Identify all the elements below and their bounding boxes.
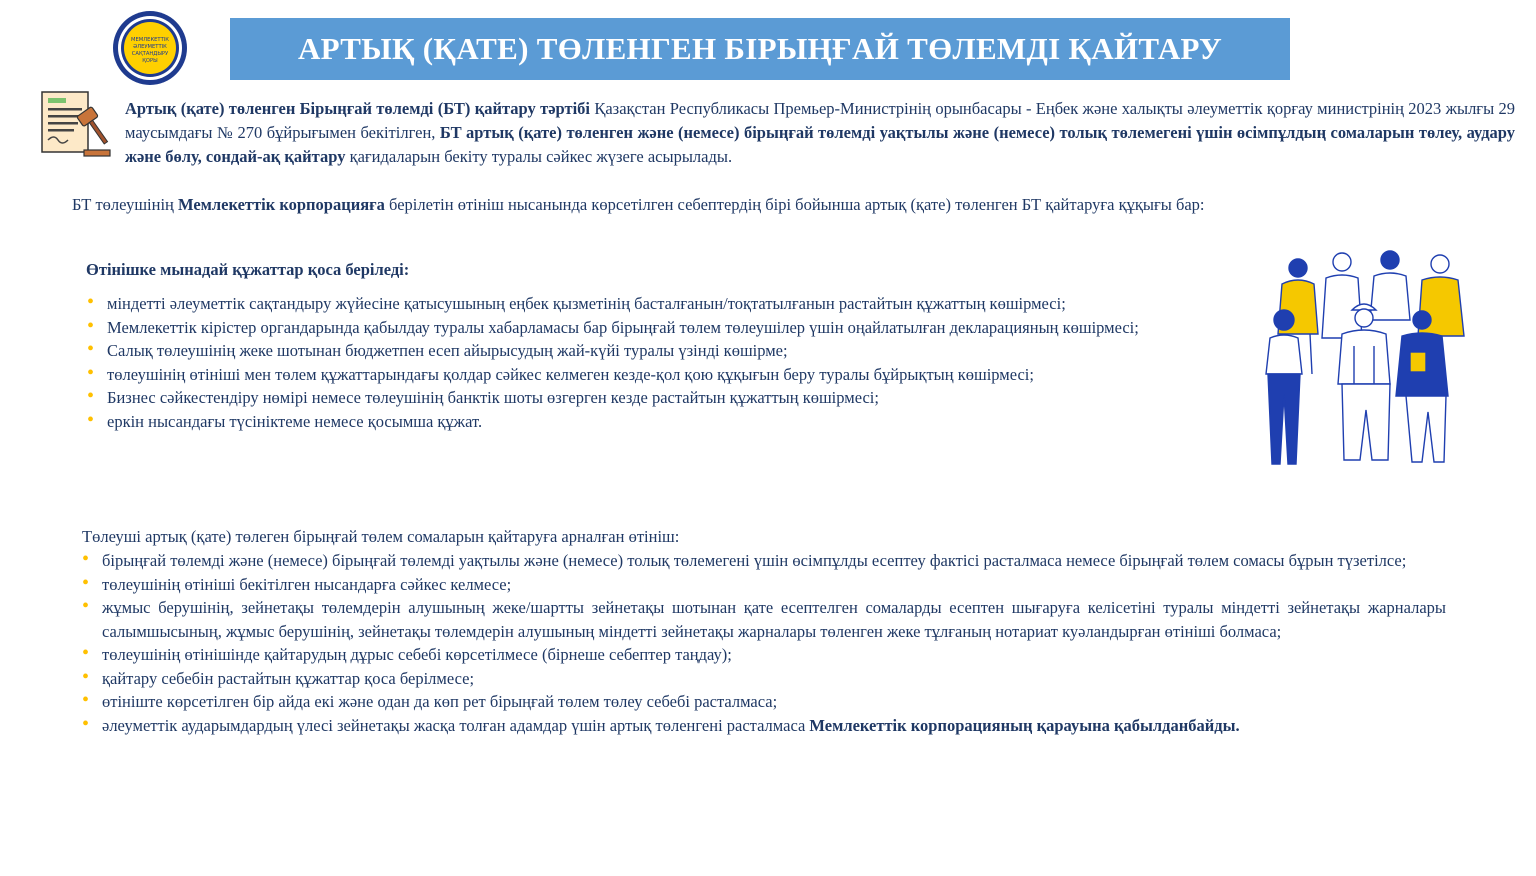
intro-bold-2: БТ артық (қате) төленген және (немесе) бірыңғай төлемді уақтылы және (немесе) толық төлемегені үшін өсімпұлдың сомаларын төлеу, аудару және бөлу, сондай-ақ қайтару bbox=[125, 123, 1516, 166]
list-item: • өтініште көрсетілген бір айда екі және одан да көп рет бірыңғай төлем төлеу себебі расталмаса; bbox=[82, 690, 1446, 714]
intro-bold-1: Артық (қате) төленген Бірыңғай төлемді (БТ) қайтару тәртібі bbox=[125, 99, 591, 118]
list-item: • төлеушінің өтініші бекітілген нысандарға сәйкес келмесе; bbox=[82, 573, 1446, 597]
intro-paragraph bbox=[125, 97, 1515, 169]
right-text-2: берілетін өтініш нысанында көрсетілген себептердің бірі бойынша артық (қате) төленген БТ қайтаруға құқығы бар: bbox=[384, 195, 1205, 214]
documents-heading: Өтінішке мынадай құжаттар қоса беріледі: bbox=[86, 260, 410, 279]
logo-text-line4: ҚОРЫ bbox=[142, 58, 158, 64]
intro-text-1: Қазақстан Республикасы Премьер-Министрінің орынбасары - Еңбек және халықты әлеуметтік қорғау министрінің 2023 жылғы 29 маусымдағы № 270 бұйрығымен бекітілген, bbox=[125, 99, 1515, 142]
list-item: • қайтару себебін растайтын құжаттар қоса берілмесе; bbox=[82, 667, 1446, 691]
document-gavel-icon bbox=[38, 88, 114, 160]
intro-text-2: қағидаларын бекіту туралы сәйкес жүзеге асырылады. bbox=[345, 147, 733, 166]
list-item: • төлеушінің өтініші мен төлем құжаттарындағы қолдар сәйкес келмеген кезде-қол қою құқығын беру туралы бұйрықтың көшірмесі; bbox=[87, 363, 1225, 387]
logo-text-line2: ӘЛЕУМЕТТІК bbox=[133, 44, 167, 50]
last-item-bold: Мемлекеттік корпорацияның қарауына қабылданбайды. bbox=[809, 715, 1240, 735]
list-item: • Мемлекеттік кірістер органдарында қабылдау туралы хабарламасы бар бірыңғай төлем төлеушілер үшін оңайлатылған декларацияның көшірмесі; bbox=[87, 316, 1225, 340]
last-item-text: әлеуметтік аударымдардың үлесі зейнетақы жасқа толған адамдар үшін артық төленгені расталмаса bbox=[102, 715, 810, 735]
documents-list bbox=[87, 292, 1225, 433]
fund-logo bbox=[112, 10, 188, 86]
list-item: • бірыңғай төлемді және (немесе) бірыңғай төлемді уақтылы және (немесе) толық төлемегені үшін өсімпұлды есептеу фактісі расталмаса немесе бірыңғай төлем сомасы бұрын түзетілсе; bbox=[82, 549, 1446, 573]
rejection-heading: Төлеуші артық (қате) төлеген бірыңғай төлем сомаларын қайтаруға арналған өтініш: bbox=[82, 527, 680, 546]
workers-group-illustration bbox=[1250, 248, 1478, 474]
person-grey-back bbox=[1322, 253, 1362, 338]
list-item-last bbox=[82, 714, 1446, 738]
page-title-banner bbox=[230, 18, 1290, 80]
page-title: АРТЫҚ (ҚАТЕ) ТӨЛЕНГЕН БІРЫҢҒАЙ ТӨЛЕМДІ ҚАЙТАРУ bbox=[297, 31, 1223, 66]
right-bold: Мемлекеттік корпорацияға bbox=[177, 195, 385, 214]
list-item: • Бизнес сәйкестендіру нөмірі немесе төлеушінің банктік шоты өзгерген кезде растайтын құжаттың көшірмесі; bbox=[87, 386, 1225, 410]
list-item: • төлеушінің өтінішінде қайтарудың дұрыс себебі көрсетілмесе (бірнеше себептер таңдау); bbox=[82, 643, 1446, 667]
list-item: • міндетті әлеуметтік сақтандыру жүйесіне қатысушының еңбек қызметінің басталғанын/тоқтатылғанын растайтын құжаттың көшірмесі; bbox=[87, 292, 1225, 316]
list-item: • Салық төлеушінің жеке шотынан бюджетпен есеп айырысудың жай-күйі туралы үзінді көшірме; bbox=[87, 339, 1225, 363]
right-text-1: БТ төлеушінің bbox=[72, 195, 178, 214]
refund-right-paragraph bbox=[72, 193, 1237, 217]
rejection-list bbox=[82, 549, 1446, 737]
logo-text-line3: САҚТАНДЫРУ bbox=[131, 51, 169, 57]
list-item: • еркін нысандағы түсініктеме немесе қосымша құжат. bbox=[87, 410, 1225, 434]
logo-text-line1: МЕМЛЕКЕТТІК bbox=[131, 37, 169, 43]
list-item: • жұмыс берушінің, зейнетақы төлемдерін алушының жеке/шартты зейнетақы шотынан қате есептелген сомаларды есептен шығаруға келісетіні туралы міндетті зейнетақы жарналары салымшысының, жұмыс берушінің, зейнетақы төлемдерін алушының міндетті зейнетақы жарналары төленген жеке тұлғаның нотариат куәландырған өтініші болмаса; bbox=[82, 596, 1446, 643]
